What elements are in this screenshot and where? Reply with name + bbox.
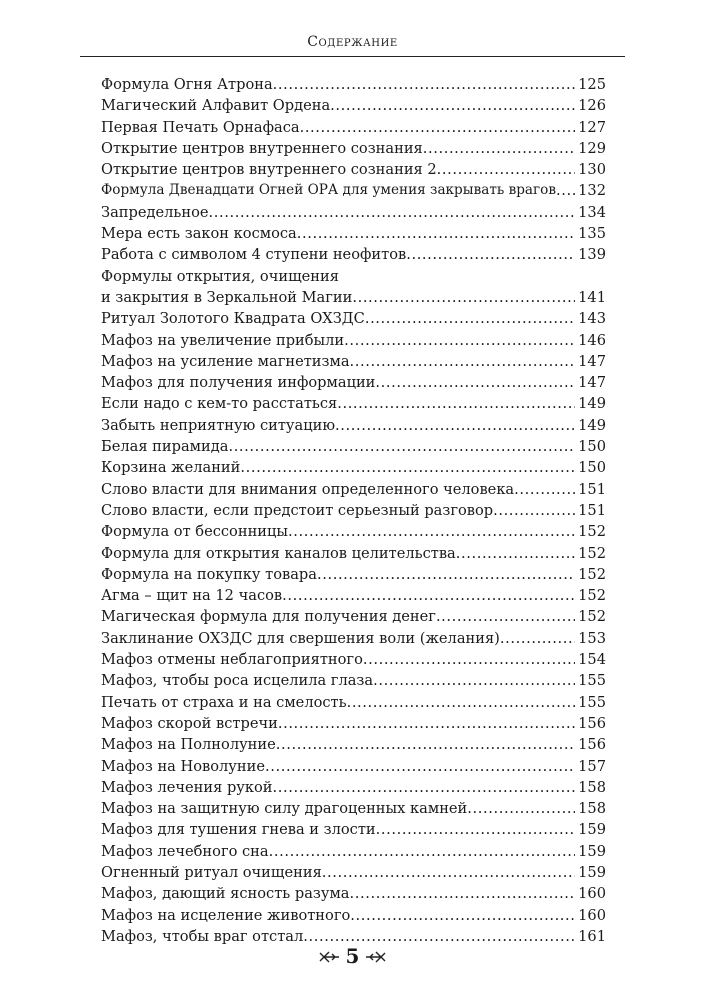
dot-leader	[209, 202, 576, 223]
dot-leader	[322, 862, 575, 883]
dot-leader	[456, 543, 575, 564]
toc-entry	[101, 713, 606, 734]
toc-entry	[101, 543, 606, 564]
toc-entry-page: 156	[578, 736, 606, 754]
toc-entry	[101, 351, 606, 372]
toc-entry-title: Белая пирамида	[101, 438, 229, 456]
toc-entry-title: Мафоз на Полнолуние	[101, 736, 276, 754]
toc-entry-title: Магическая формула для получения денег	[101, 608, 436, 626]
toc-entry	[101, 905, 606, 926]
toc-entry-title: Мафоз на Новолуние	[101, 757, 265, 775]
toc-entry	[101, 649, 606, 670]
toc-entry-page: 158	[578, 800, 606, 818]
dot-leader	[375, 372, 575, 393]
page-footer	[0, 944, 705, 968]
toc-entry-title: Мафоз на исцеление животного	[101, 906, 351, 924]
toc-entry	[101, 521, 606, 542]
toc-entry-page: 143	[578, 310, 606, 328]
dot-leader	[273, 74, 575, 95]
toc-entry-title: Мафоз, чтобы враг отстал	[101, 927, 304, 945]
toc-entry-title: Мафоз, чтобы роса исцелила глаза	[101, 672, 374, 690]
dot-leader	[556, 180, 575, 201]
toc-entry	[101, 393, 606, 414]
toc-entry-page: 147	[578, 374, 606, 392]
toc-entry-title: Огненный ритуал очищения	[101, 863, 322, 881]
toc-entry-title: и закрытия в Зеркальной Магии	[101, 288, 353, 306]
toc-entry-page: 159	[578, 863, 606, 881]
toc-entry-page: 153	[578, 629, 606, 647]
dot-leader	[352, 287, 575, 308]
toc-entry-page: 154	[578, 651, 606, 669]
dot-leader	[273, 777, 576, 798]
toc-entry	[101, 287, 606, 308]
toc-entry	[101, 479, 606, 500]
dot-leader	[228, 436, 575, 457]
toc-entry-title: Мафоз отмены неблагоприятного	[101, 651, 363, 669]
toc-entry-title: Формула для открытия каналов целительства	[101, 544, 456, 562]
running-header: Содержание	[307, 34, 398, 50]
toc-entry	[101, 883, 606, 904]
toc-entry-page: 139	[578, 246, 606, 264]
toc-entry-page: 126	[578, 97, 606, 115]
dot-leader	[240, 457, 575, 478]
toc-entry-page: 149	[578, 416, 606, 434]
toc-entry-title: Заклинание ОХЗДС для свершения воли (желания)	[101, 629, 500, 647]
toc-entry-page: 160	[578, 906, 606, 924]
toc-entry-title: Ритуал Золотого Квадрата ОХЗДС	[101, 310, 365, 328]
toc-entry-title: Мафоз скорой встречи	[101, 714, 278, 732]
toc-entry	[101, 223, 606, 244]
toc-entry-page: 135	[578, 225, 606, 243]
toc-entry	[101, 117, 606, 138]
toc-entry-page: 129	[578, 139, 606, 157]
dot-leader	[350, 883, 576, 904]
toc-entry	[101, 180, 606, 201]
toc-entry	[101, 819, 606, 840]
toc-entry	[101, 734, 606, 755]
right-ornament-icon	[365, 949, 387, 963]
toc-entry-title: Мера есть закон космоса	[101, 225, 297, 243]
toc-entry-page: 130	[578, 161, 606, 179]
dot-leader	[335, 415, 575, 436]
dot-leader	[406, 244, 575, 265]
dot-leader	[350, 351, 576, 372]
toc-entry	[101, 841, 606, 862]
toc-entry-page: 157	[578, 757, 606, 775]
dot-leader	[347, 692, 576, 713]
toc-entry	[101, 457, 606, 478]
left-ornament-icon	[318, 949, 340, 963]
dot-leader	[363, 649, 575, 670]
toc-entry-page: 149	[578, 395, 606, 413]
toc-entry-page: 152	[578, 587, 606, 605]
dot-leader	[467, 798, 575, 819]
dot-leader	[423, 138, 575, 159]
dot-leader	[297, 223, 575, 244]
toc-entry-title: Мафоз лечебного сна	[101, 842, 269, 860]
toc-entry	[101, 628, 606, 649]
dot-leader	[276, 734, 575, 755]
dot-leader	[330, 95, 575, 116]
toc-entry-title: Агма – щит на 12 часов	[101, 587, 283, 605]
toc-entry-page: 150	[578, 438, 606, 456]
toc-entry-title: Формула Двенадцати Огней ОРА для умения закрывать врагов	[101, 182, 556, 199]
toc-entry-title: Мафоз для тушения гнева и злости	[101, 821, 376, 839]
toc-entry-title: Мафоз лечения рукой	[101, 778, 273, 796]
toc-entry-title: Мафоз на усиление магнетизма	[101, 352, 350, 370]
toc-entry-page: 155	[578, 693, 606, 711]
toc-entry	[101, 138, 606, 159]
toc-entry-title: Запредельное	[101, 203, 209, 221]
toc-entry-title: Магический Алфавит Ордена	[101, 97, 331, 115]
toc-entry-page: 161	[578, 927, 606, 945]
page-number: 5	[345, 944, 360, 968]
toc-entry-title: Слово власти для внимания определенного человека	[101, 480, 515, 498]
toc-entry-page: 147	[578, 352, 606, 370]
toc-entry	[101, 777, 606, 798]
dot-leader	[269, 841, 576, 862]
toc-entry	[101, 415, 606, 436]
toc-entry-page: 127	[578, 118, 606, 136]
toc-entry-page: 152	[578, 565, 606, 583]
toc-entry-title: Открытие центров внутреннего сознания	[101, 139, 423, 157]
toc-entry	[101, 436, 606, 457]
toc-entry-title: Забыть неприятную ситуацию	[101, 416, 336, 434]
toc-entry-title: Формулы открытия, очищения	[101, 267, 339, 285]
toc-entry-page: 146	[578, 331, 606, 349]
toc-entry-page: 152	[578, 523, 606, 541]
toc-entry-title: Мафоз на увеличение прибыли	[101, 331, 345, 349]
toc-entry	[101, 372, 606, 393]
table-of-contents	[101, 74, 606, 947]
toc-entry-page: 151	[578, 480, 606, 498]
dot-leader	[282, 585, 575, 606]
dot-leader	[265, 756, 575, 777]
dot-leader	[300, 117, 576, 138]
toc-entry-page: 152	[578, 608, 606, 626]
toc-entry	[101, 244, 606, 265]
toc-entry	[101, 74, 606, 95]
dot-leader	[350, 905, 575, 926]
toc-entry-title: Открытие центров внутреннего сознания 2	[101, 161, 437, 179]
toc-entry-page: 156	[578, 714, 606, 732]
toc-entry	[101, 862, 606, 883]
toc-entry	[101, 564, 606, 585]
dot-leader	[373, 670, 575, 691]
dot-leader	[365, 308, 575, 329]
dot-leader	[436, 606, 575, 627]
toc-entry	[101, 500, 606, 521]
toc-entry-title: Формула Огня Атрона	[101, 76, 273, 93]
toc-entry-page: 159	[578, 821, 606, 839]
toc-entry-page: 134	[578, 203, 606, 221]
dot-leader	[514, 479, 575, 500]
toc-entry-title: Мафоз для получения информации	[101, 374, 376, 392]
toc-entry-title: Корзина желаний	[101, 459, 241, 477]
toc-entry-title: Работа с символом 4 ступени неофитов	[101, 246, 407, 264]
toc-entry	[101, 330, 606, 351]
toc-entry-page: 141	[578, 288, 606, 306]
dot-leader	[344, 330, 575, 351]
toc-entry	[101, 606, 606, 627]
toc-entry-title: Слово власти, если предстоит серьезный разговор	[101, 501, 494, 519]
toc-entry-page: 159	[578, 842, 606, 860]
toc-entry-page: 152	[578, 544, 606, 562]
toc-entry	[101, 798, 606, 819]
toc-entry-page: 160	[578, 885, 606, 903]
toc-entry	[101, 756, 606, 777]
dot-leader	[493, 500, 575, 521]
dot-leader	[278, 713, 575, 734]
toc-entry	[101, 202, 606, 223]
dot-leader	[500, 628, 575, 649]
toc-entry	[101, 95, 606, 116]
toc-entry-title: Формула от бессонницы	[101, 523, 289, 541]
toc-entry	[101, 266, 606, 287]
dot-leader	[437, 159, 575, 180]
toc-entry-page: 151	[578, 501, 606, 519]
toc-entry-page: 150	[578, 459, 606, 477]
dot-leader	[288, 521, 575, 542]
toc-entry-page: 125	[578, 76, 606, 93]
toc-entry	[101, 692, 606, 713]
toc-entry-title: Мафоз, дающий ясность разума	[101, 885, 350, 903]
toc-entry	[101, 670, 606, 691]
toc-entry	[101, 308, 606, 329]
toc-entry-page: 158	[578, 778, 606, 796]
toc-entry-title: Печать от страха и на смелость	[101, 693, 347, 711]
toc-entry-title: Формула на покупку товара	[101, 565, 317, 583]
toc-entry-title: Мафоз на защитную силу драгоценных камней	[101, 800, 468, 818]
toc-entry	[101, 585, 606, 606]
toc-entry-title: Первая Печать Орнафаса	[101, 118, 300, 136]
toc-entry	[101, 159, 606, 180]
header-divider	[80, 56, 625, 57]
toc-entry-page: 132	[578, 182, 606, 200]
dot-leader	[337, 393, 575, 414]
toc-entry-title: Если надо с кем-то расстаться	[101, 395, 338, 413]
toc-entry-page: 155	[578, 672, 606, 690]
dot-leader	[317, 564, 575, 585]
dot-leader	[376, 819, 576, 840]
